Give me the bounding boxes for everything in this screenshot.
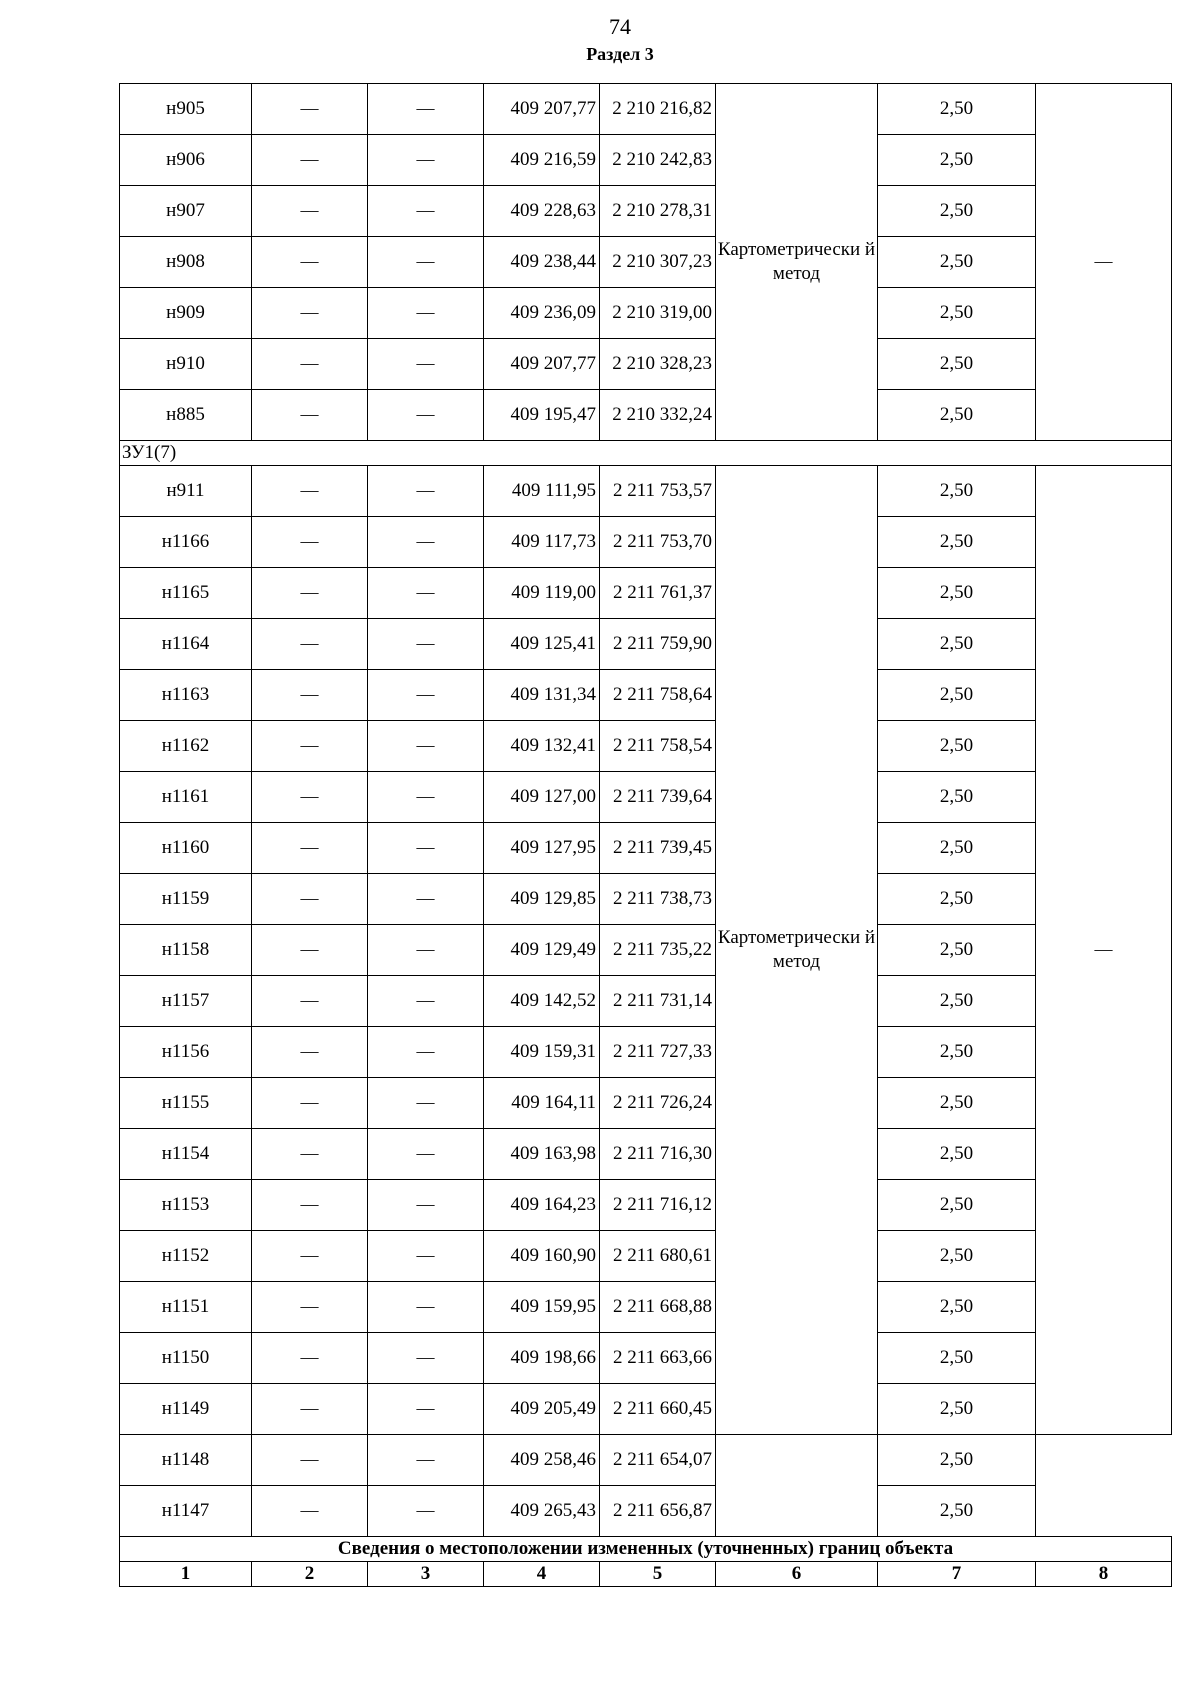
dash-cell: —: [252, 1282, 368, 1333]
dash-cell: —: [252, 1078, 368, 1129]
table-row: [120, 288, 1172, 339]
accuracy-cell: 2,50: [878, 1333, 1036, 1384]
dash-cell: —: [368, 466, 484, 517]
table-row: [120, 517, 1172, 568]
x-coordinate-cell: 409 129,85: [484, 874, 600, 925]
table-row: [120, 721, 1172, 772]
page-number: 74: [609, 14, 631, 39]
empty-note-cell: [1036, 1435, 1172, 1537]
dash-cell: —: [368, 288, 484, 339]
table-row: [120, 466, 1172, 517]
accuracy-cell: 2,50: [878, 721, 1036, 772]
point-name-cell: н1164: [120, 619, 252, 670]
dash-cell: —: [368, 1333, 484, 1384]
note-cell: —: [1036, 84, 1172, 441]
y-coordinate-cell: 2 211 656,87: [600, 1486, 716, 1537]
y-coordinate-cell: 2 211 739,45: [600, 823, 716, 874]
dash-cell: —: [252, 390, 368, 441]
dash-cell: —: [252, 186, 368, 237]
accuracy-cell: 2,50: [878, 1486, 1036, 1537]
x-coordinate-cell: 409 164,11: [484, 1078, 600, 1129]
x-coordinate-cell: 409 163,98: [484, 1129, 600, 1180]
point-name-cell: н1155: [120, 1078, 252, 1129]
point-name-cell: н905: [120, 84, 252, 135]
group-label: ЗУ1(7): [120, 441, 1172, 466]
point-name-cell: н1148: [120, 1435, 252, 1486]
y-coordinate-cell: 2 211 759,90: [600, 619, 716, 670]
y-coordinate-cell: 2 211 761,37: [600, 568, 716, 619]
x-coordinate-cell: 409 127,95: [484, 823, 600, 874]
y-coordinate-cell: 2 210 332,24: [600, 390, 716, 441]
accuracy-cell: 2,50: [878, 1384, 1036, 1435]
table-row: [120, 1486, 1172, 1537]
footer-title: Сведения о местоположении измененных (уточненных) границ объекта: [120, 1537, 1172, 1562]
dash-cell: —: [368, 619, 484, 670]
point-name-cell: н1162: [120, 721, 252, 772]
dash-cell: —: [368, 1384, 484, 1435]
dash-cell: —: [252, 823, 368, 874]
x-coordinate-cell: 409 205,49: [484, 1384, 600, 1435]
section-title: Раздел 3: [586, 44, 654, 64]
y-coordinate-cell: 2 211 726,24: [600, 1078, 716, 1129]
y-coordinate-cell: 2 211 716,30: [600, 1129, 716, 1180]
x-coordinate-cell: 409 265,43: [484, 1486, 600, 1537]
x-coordinate-cell: 409 131,34: [484, 670, 600, 721]
table-row: [120, 339, 1172, 390]
accuracy-cell: 2,50: [878, 1231, 1036, 1282]
y-coordinate-cell: 2 211 660,45: [600, 1384, 716, 1435]
table-row: [120, 390, 1172, 441]
dash-cell: —: [252, 1180, 368, 1231]
dash-cell: —: [368, 823, 484, 874]
point-name-cell: н909: [120, 288, 252, 339]
x-coordinate-cell: 409 119,00: [484, 568, 600, 619]
boundary-points-table: [119, 83, 1172, 1587]
table-row: [120, 237, 1172, 288]
point-name-cell: н1166: [120, 517, 252, 568]
table-row: [120, 823, 1172, 874]
dash-cell: —: [368, 237, 484, 288]
table-row: [120, 1027, 1172, 1078]
y-coordinate-cell: 2 210 319,00: [600, 288, 716, 339]
accuracy-cell: 2,50: [878, 619, 1036, 670]
column-number-cell: 5: [600, 1562, 716, 1587]
accuracy-cell: 2,50: [878, 237, 1036, 288]
x-coordinate-cell: 409 258,46: [484, 1435, 600, 1486]
point-name-cell: н1150: [120, 1333, 252, 1384]
accuracy-cell: 2,50: [878, 1078, 1036, 1129]
y-coordinate-cell: 2 211 731,14: [600, 976, 716, 1027]
accuracy-cell: 2,50: [878, 772, 1036, 823]
dash-cell: —: [368, 1078, 484, 1129]
y-coordinate-cell: 2 211 716,12: [600, 1180, 716, 1231]
dash-cell: —: [252, 721, 368, 772]
x-coordinate-cell: 409 117,73: [484, 517, 600, 568]
accuracy-cell: 2,50: [878, 1435, 1036, 1486]
table-row: [120, 568, 1172, 619]
y-coordinate-cell: 2 211 738,73: [600, 874, 716, 925]
point-name-cell: н908: [120, 237, 252, 288]
accuracy-cell: 2,50: [878, 1027, 1036, 1078]
point-name-cell: н1154: [120, 1129, 252, 1180]
table-row: [120, 1129, 1172, 1180]
y-coordinate-cell: 2 211 758,54: [600, 721, 716, 772]
accuracy-cell: 2,50: [878, 670, 1036, 721]
x-coordinate-cell: 409 207,77: [484, 339, 600, 390]
dash-cell: —: [252, 517, 368, 568]
accuracy-cell: 2,50: [878, 339, 1036, 390]
table-row: [120, 1384, 1172, 1435]
x-coordinate-cell: 409 236,09: [484, 288, 600, 339]
accuracy-cell: 2,50: [878, 135, 1036, 186]
x-coordinate-cell: 409 142,52: [484, 976, 600, 1027]
dash-cell: —: [368, 84, 484, 135]
dash-cell: —: [368, 186, 484, 237]
dash-cell: —: [252, 1333, 368, 1384]
point-name-cell: н1156: [120, 1027, 252, 1078]
point-name-cell: н910: [120, 339, 252, 390]
dash-cell: —: [252, 1486, 368, 1537]
y-coordinate-cell: 2 211 758,64: [600, 670, 716, 721]
x-coordinate-cell: 409 159,95: [484, 1282, 600, 1333]
dash-cell: —: [368, 568, 484, 619]
x-coordinate-cell: 409 195,47: [484, 390, 600, 441]
dash-cell: —: [368, 1129, 484, 1180]
dash-cell: —: [368, 670, 484, 721]
table-row: [120, 874, 1172, 925]
dash-cell: —: [368, 721, 484, 772]
y-coordinate-cell: 2 210 242,83: [600, 135, 716, 186]
accuracy-cell: 2,50: [878, 1180, 1036, 1231]
point-name-cell: н1152: [120, 1231, 252, 1282]
point-name-cell: н1161: [120, 772, 252, 823]
method-cell: Картометрически й метод: [716, 84, 878, 441]
dash-cell: —: [368, 1027, 484, 1078]
y-coordinate-cell: 2 211 753,57: [600, 466, 716, 517]
accuracy-cell: 2,50: [878, 1282, 1036, 1333]
table-row: [120, 670, 1172, 721]
column-number-cell: 8: [1036, 1562, 1172, 1587]
column-number-cell: 4: [484, 1562, 600, 1587]
x-coordinate-cell: 409 125,41: [484, 619, 600, 670]
dash-cell: —: [252, 976, 368, 1027]
y-coordinate-cell: 2 211 668,88: [600, 1282, 716, 1333]
x-coordinate-cell: 409 111,95: [484, 466, 600, 517]
dash-cell: —: [252, 874, 368, 925]
dash-cell: —: [252, 1435, 368, 1486]
accuracy-cell: 2,50: [878, 976, 1036, 1027]
dash-cell: —: [368, 874, 484, 925]
accuracy-cell: 2,50: [878, 390, 1036, 441]
table-row: [120, 186, 1172, 237]
note-cell: —: [1036, 466, 1172, 1435]
accuracy-cell: 2,50: [878, 84, 1036, 135]
dash-cell: —: [252, 1384, 368, 1435]
point-name-cell: н1160: [120, 823, 252, 874]
dash-cell: —: [368, 1486, 484, 1537]
table-row: [120, 1180, 1172, 1231]
point-name-cell: н1158: [120, 925, 252, 976]
point-name-cell: н885: [120, 390, 252, 441]
dash-cell: —: [252, 925, 368, 976]
point-name-cell: н1149: [120, 1384, 252, 1435]
accuracy-cell: 2,50: [878, 186, 1036, 237]
dash-cell: —: [368, 135, 484, 186]
dash-cell: —: [368, 1180, 484, 1231]
dash-cell: —: [252, 568, 368, 619]
x-coordinate-cell: 409 164,23: [484, 1180, 600, 1231]
table-row: [120, 925, 1172, 976]
y-coordinate-cell: 2 211 654,07: [600, 1435, 716, 1486]
column-number-cell: 6: [716, 1562, 878, 1587]
accuracy-cell: 2,50: [878, 568, 1036, 619]
dash-cell: —: [368, 1231, 484, 1282]
dash-cell: —: [368, 772, 484, 823]
column-number-cell: 1: [120, 1562, 252, 1587]
y-coordinate-cell: 2 211 663,66: [600, 1333, 716, 1384]
dash-cell: —: [368, 976, 484, 1027]
y-coordinate-cell: 2 210 278,31: [600, 186, 716, 237]
dash-cell: —: [368, 1282, 484, 1333]
y-coordinate-cell: 2 210 216,82: [600, 84, 716, 135]
y-coordinate-cell: 2 211 735,22: [600, 925, 716, 976]
point-name-cell: н906: [120, 135, 252, 186]
accuracy-cell: 2,50: [878, 874, 1036, 925]
x-coordinate-cell: 409 129,49: [484, 925, 600, 976]
method-cell: Картометрически й метод: [716, 466, 878, 1435]
dash-cell: —: [252, 288, 368, 339]
y-coordinate-cell: 2 211 739,64: [600, 772, 716, 823]
point-name-cell: н1153: [120, 1180, 252, 1231]
table-row: [120, 976, 1172, 1027]
table-row: [120, 1282, 1172, 1333]
point-name-cell: н1165: [120, 568, 252, 619]
dash-cell: —: [252, 619, 368, 670]
table-row: [120, 135, 1172, 186]
column-number-cell: 2: [252, 1562, 368, 1587]
point-name-cell: н907: [120, 186, 252, 237]
x-coordinate-cell: 409 207,77: [484, 84, 600, 135]
dash-cell: —: [252, 670, 368, 721]
point-name-cell: н1147: [120, 1486, 252, 1537]
point-name-cell: н1151: [120, 1282, 252, 1333]
dash-cell: —: [252, 772, 368, 823]
column-number-cell: 3: [368, 1562, 484, 1587]
point-name-cell: н1163: [120, 670, 252, 721]
accuracy-cell: 2,50: [878, 1129, 1036, 1180]
dash-cell: —: [368, 390, 484, 441]
x-coordinate-cell: 409 216,59: [484, 135, 600, 186]
table-row: [120, 619, 1172, 670]
accuracy-cell: 2,50: [878, 823, 1036, 874]
column-number-cell: 7: [878, 1562, 1036, 1587]
accuracy-cell: 2,50: [878, 517, 1036, 568]
y-coordinate-cell: 2 210 328,23: [600, 339, 716, 390]
y-coordinate-cell: 2 211 753,70: [600, 517, 716, 568]
x-coordinate-cell: 409 132,41: [484, 721, 600, 772]
x-coordinate-cell: 409 198,66: [484, 1333, 600, 1384]
table-row: [120, 1231, 1172, 1282]
dash-cell: —: [252, 1231, 368, 1282]
dash-cell: —: [252, 466, 368, 517]
accuracy-cell: 2,50: [878, 466, 1036, 517]
empty-method-cell: [716, 1435, 878, 1537]
dash-cell: —: [368, 517, 484, 568]
dash-cell: —: [252, 339, 368, 390]
dash-cell: —: [252, 1129, 368, 1180]
dash-cell: —: [368, 1435, 484, 1486]
table-row: [120, 1078, 1172, 1129]
accuracy-cell: 2,50: [878, 925, 1036, 976]
point-name-cell: н1159: [120, 874, 252, 925]
table-row: [120, 772, 1172, 823]
footer-title-row: [120, 1537, 1172, 1562]
table-row: [120, 1333, 1172, 1384]
accuracy-cell: 2,50: [878, 288, 1036, 339]
x-coordinate-cell: 409 159,31: [484, 1027, 600, 1078]
table-row: [120, 1435, 1172, 1486]
x-coordinate-cell: 409 127,00: [484, 772, 600, 823]
dash-cell: —: [368, 925, 484, 976]
x-coordinate-cell: 409 238,44: [484, 237, 600, 288]
dash-cell: —: [368, 339, 484, 390]
dash-cell: —: [252, 135, 368, 186]
point-name-cell: н911: [120, 466, 252, 517]
group-row: [120, 441, 1172, 466]
dash-cell: —: [252, 1027, 368, 1078]
dash-cell: —: [252, 84, 368, 135]
dash-cell: —: [252, 237, 368, 288]
x-coordinate-cell: 409 160,90: [484, 1231, 600, 1282]
y-coordinate-cell: 2 211 727,33: [600, 1027, 716, 1078]
table-row: [120, 84, 1172, 135]
point-name-cell: н1157: [120, 976, 252, 1027]
x-coordinate-cell: 409 228,63: [484, 186, 600, 237]
y-coordinate-cell: 2 210 307,23: [600, 237, 716, 288]
y-coordinate-cell: 2 211 680,61: [600, 1231, 716, 1282]
column-numbers-row: [120, 1562, 1172, 1587]
